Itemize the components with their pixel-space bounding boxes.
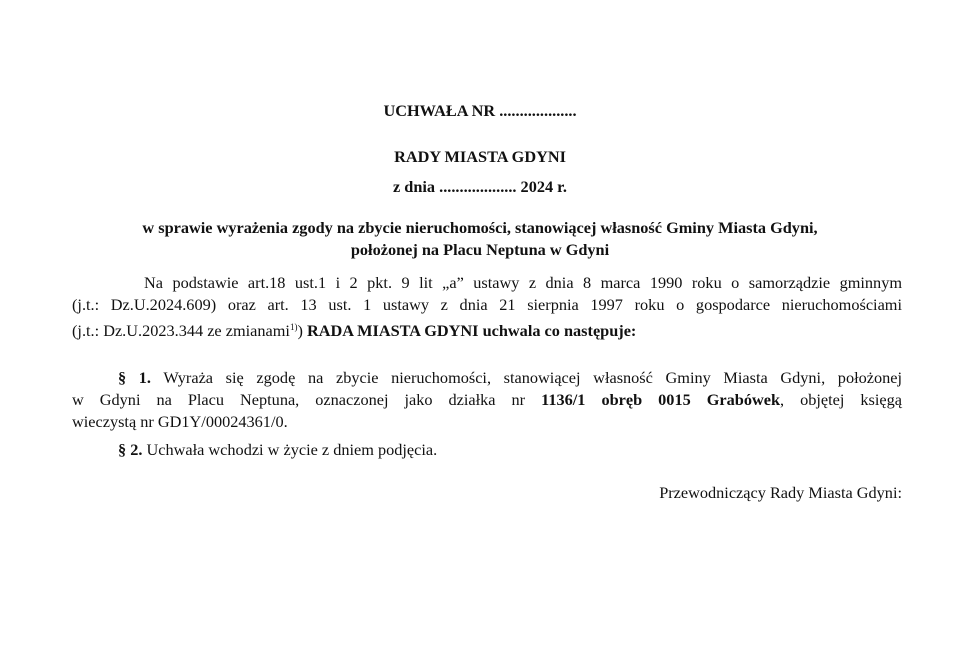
section-1-mark: § 1. bbox=[118, 368, 152, 387]
footnote-mark: 1) bbox=[289, 322, 298, 332]
chairman-signature-label: Przewodniczący Rady Miasta Gdyni: bbox=[659, 483, 902, 502]
section-1-line-3: wieczystą nr GD1Y/00024361/0. bbox=[72, 412, 288, 431]
legal-basis-line-1: Na podstawie art.18 ust.1 i 2 pkt. 9 lit „a” ustawy z dnia 8 marca 1990 roku o samorządzie gminnym bbox=[144, 273, 902, 292]
subject-line-1: w sprawie wyrażenia zgody na zbycie nieruchomości, stanowiącej własność Gminy Miasta Gdyni, bbox=[142, 218, 818, 237]
council-heading: RADY MIASTA GDYNI bbox=[394, 147, 566, 166]
section-2-paragraph bbox=[118, 440, 437, 460]
parcel-identifier: 1136/1 obręb 0015 Grabówek bbox=[541, 390, 781, 409]
resolution-date: z dnia ................... 2024 r. bbox=[393, 177, 567, 196]
section-1-text: Wyraża się zgodę na zbycie nieruchomości, stanowiącej własność Gminy Miasta Gdyni, położonej bbox=[163, 368, 903, 387]
section-2-text: Uchwała wchodzi w życie z dniem podjęcia. bbox=[146, 440, 438, 459]
legal-basis-paragraph bbox=[72, 272, 902, 338]
legal-basis-citation: (j.t.: Dz.U.2023.344 ze zmianami bbox=[72, 321, 290, 340]
legal-basis-line-3 bbox=[72, 316, 902, 338]
resolution-number-heading: UCHWAŁA NR ................... bbox=[383, 101, 577, 120]
subject-line-2: położonej na Placu Neptuna w Gdyni bbox=[350, 240, 610, 259]
section-1-line-2 bbox=[72, 389, 902, 411]
legal-basis-close-paren: ) bbox=[297, 321, 303, 340]
legal-basis-line-2: (j.t.: Dz.U.2024.609) oraz art. 13 ust. 1 ustawy z dnia 21 sierpnia 1997 roku o gospodarce nieruchomościami bbox=[72, 295, 902, 314]
section-2-mark: § 2. bbox=[118, 440, 143, 459]
section-1-land-register-prefix: , objętej księgą bbox=[780, 390, 902, 409]
enacting-clause: RADA MIASTA GDYNI uchwala co następuje: bbox=[306, 321, 637, 340]
section-1-location: w Gdyni na Placu Neptuna, oznaczonej jako działka nr bbox=[72, 390, 526, 409]
resolution-subject bbox=[80, 217, 880, 261]
section-1-line-1 bbox=[72, 367, 902, 389]
section-1-paragraph bbox=[72, 367, 902, 433]
